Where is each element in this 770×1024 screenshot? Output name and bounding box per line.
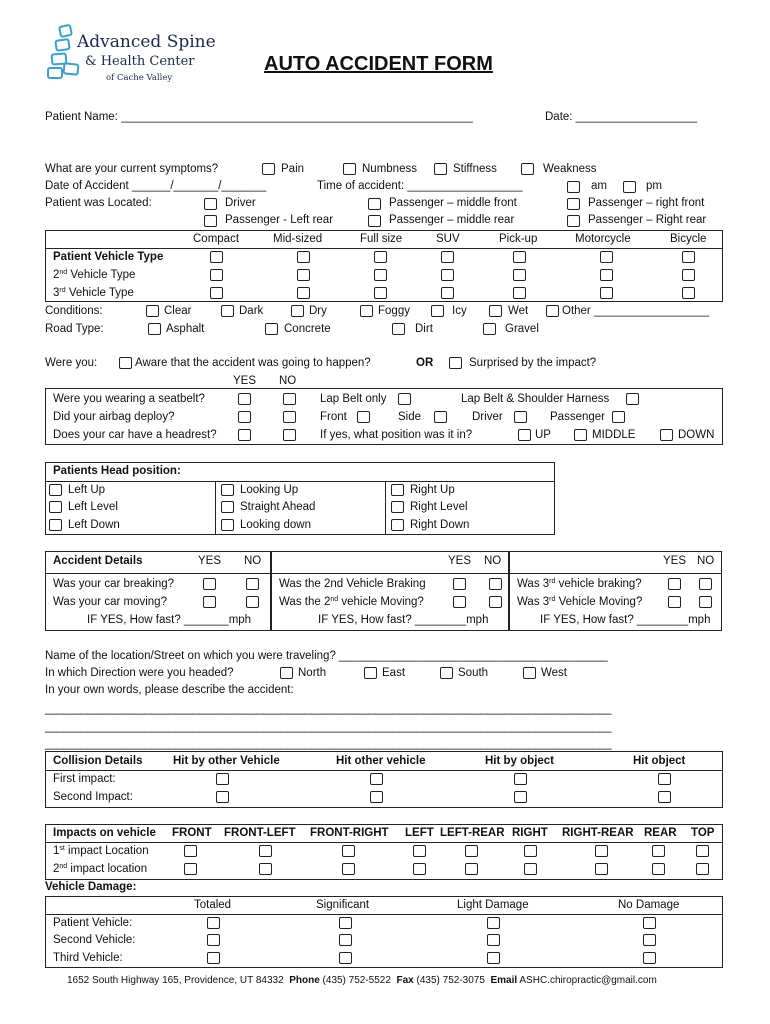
third-speed-field[interactable]: IF YES, How fast? ________mph — [540, 614, 711, 626]
third-vehicle-label: Third Vehicle: — [53, 952, 123, 964]
impact-checkbox[interactable] — [259, 863, 272, 875]
pass-mid-front-label: Passenger – middle front — [389, 197, 517, 209]
dark-checkbox[interactable] — [221, 305, 234, 317]
third-moving-no-checkbox[interactable] — [699, 596, 712, 608]
airbag-side-checkbox[interactable] — [434, 411, 447, 423]
left-level-checkbox[interactable] — [49, 501, 62, 513]
description-line-3[interactable]: ________________________________________________________________________________________________ — [45, 738, 611, 750]
asphalt-checkbox[interactable] — [148, 323, 161, 335]
seatbelt-yes-header: YES — [233, 375, 257, 387]
east-label: East — [382, 667, 406, 679]
footer-fax: (435) 752-3075 — [416, 975, 485, 986]
pass-right-front-label: Passenger – right front — [588, 197, 705, 209]
damage-checkbox[interactable] — [339, 917, 352, 929]
logo-line3: of Cache Valley — [106, 73, 173, 83]
impact-checkbox[interactable] — [184, 845, 197, 857]
pass-left-rear-label: Passenger - Left rear — [225, 214, 334, 226]
col-compact: Compact — [193, 233, 240, 245]
left-up-checkbox[interactable] — [49, 484, 62, 496]
clear-label: Clear — [164, 305, 192, 317]
damage-checkbox[interactable] — [487, 917, 500, 929]
west-checkbox[interactable] — [523, 667, 536, 679]
asphalt-label: Asphalt — [166, 323, 205, 335]
straight-ahead-label: Straight Ahead — [240, 501, 316, 513]
footer-email-label: Email — [490, 975, 518, 986]
vehicle-checkbox[interactable] — [441, 287, 454, 299]
headrest-question: Does your car have a headrest? — [53, 429, 217, 441]
driver-label: Driver — [225, 197, 256, 209]
collision-checkbox[interactable] — [658, 773, 671, 785]
pass-right-front-checkbox[interactable] — [567, 198, 580, 210]
footer-fax-label: Fax — [396, 975, 414, 986]
footer — [67, 975, 657, 986]
left-up-label: Left Up — [68, 484, 106, 496]
south-checkbox[interactable] — [440, 667, 453, 679]
second-braking-no-checkbox[interactable] — [489, 578, 502, 590]
vehicle-checkbox[interactable] — [297, 251, 310, 263]
damage-checkbox[interactable] — [487, 934, 500, 946]
patient-name-field[interactable]: Patient Name: _______________________________________________________ — [45, 111, 473, 123]
aware-label: Aware that the accident was going to happen? — [135, 357, 371, 369]
aware-checkbox[interactable] — [119, 357, 132, 369]
car-braking-question: Was your car breaking? — [53, 578, 175, 590]
headrest-down-label: DOWN — [678, 429, 715, 441]
pass-mid-rear-checkbox[interactable] — [368, 215, 381, 227]
impact-checkbox[interactable] — [696, 845, 709, 857]
details-yes-header-3: YES — [663, 555, 687, 567]
third-moving-question: Was 3rd Vehicle Moving? — [517, 596, 643, 608]
third-vehicle-type-label: 3rd Vehicle Type — [53, 287, 134, 299]
collision-checkbox[interactable] — [370, 773, 383, 785]
headrest-yes-checkbox[interactable] — [238, 429, 251, 441]
vehicle-checkbox[interactable] — [374, 251, 387, 263]
col-rear: REAR — [644, 827, 677, 839]
footer-phone-label: Phone — [289, 975, 320, 986]
first-impact-label: First impact: — [53, 773, 116, 785]
headrest-middle-checkbox[interactable] — [574, 429, 587, 441]
stiffness-label: Stiffness — [453, 163, 497, 175]
gravel-checkbox[interactable] — [483, 323, 496, 335]
vehicle-checkbox[interactable] — [513, 269, 526, 281]
dirt-label: Dirt — [415, 323, 433, 335]
accident-details-title: Accident Details — [53, 555, 143, 567]
vehicle-damage-title: Vehicle Damage: — [45, 881, 137, 893]
third-moving-yes-checkbox[interactable] — [668, 596, 681, 608]
footer-phone: (435) 752-5522 — [322, 975, 391, 986]
col-totaled: Totaled — [194, 899, 232, 911]
col-hit-by-other-vehicle: Hit by other Vehicle — [173, 755, 280, 767]
logo-line1: Advanced Spine — [77, 32, 216, 52]
describe-label: In your own words, please describe the accident: — [45, 684, 294, 696]
headrest-up-checkbox[interactable] — [518, 429, 531, 441]
street-field[interactable]: Name of the location/Street on which you were traveling? __________________________________________ — [45, 650, 608, 662]
other-field[interactable]: Other __________________ — [562, 305, 710, 317]
left-level-label: Left Level — [68, 501, 118, 513]
second-impact-label: Second Impact: — [53, 791, 133, 803]
second-speed-field[interactable]: IF YES, How fast? ________mph — [318, 614, 489, 626]
road-type-label: Road Type: — [45, 323, 104, 335]
pass-right-rear-label: Passenger – Right rear — [588, 214, 707, 226]
straight-ahead-checkbox[interactable] — [221, 501, 234, 513]
surprised-label: Surprised by the impact? — [469, 357, 597, 369]
second-vehicle-type-label: 2nd Vehicle Type — [53, 269, 136, 281]
impact-checkbox[interactable] — [465, 845, 478, 857]
seatbelt-question: Were you wearing a seatbelt? — [53, 393, 205, 405]
looking-down-checkbox[interactable] — [221, 519, 234, 531]
vehicle-checkbox[interactable] — [297, 269, 310, 281]
logo-line2: & Health Center — [85, 54, 195, 69]
dry-label: Dry — [309, 305, 327, 317]
looking-up-checkbox[interactable] — [221, 484, 234, 496]
details-yes-header-2: YES — [448, 555, 472, 567]
vehicle-checkbox[interactable] — [600, 251, 613, 263]
details-no-header: NO — [244, 555, 262, 567]
col-hit-object: Hit object — [633, 755, 686, 767]
vehicle-checkbox[interactable] — [600, 287, 613, 299]
impact-checkbox[interactable] — [652, 863, 665, 875]
icy-label: Icy — [452, 305, 467, 317]
concrete-checkbox[interactable] — [265, 323, 278, 335]
form-title: AUTO ACCIDENT FORM — [264, 53, 493, 75]
vehicle-checkbox[interactable] — [441, 269, 454, 281]
gravel-label: Gravel — [505, 323, 539, 335]
impact-checkbox[interactable] — [465, 863, 478, 875]
north-label: North — [298, 667, 327, 679]
vehicle-checkbox[interactable] — [297, 287, 310, 299]
details-yes-header: YES — [198, 555, 222, 567]
collision-checkbox[interactable] — [216, 791, 229, 803]
foggy-checkbox[interactable] — [360, 305, 373, 317]
collision-checkbox[interactable] — [370, 791, 383, 803]
impact-checkbox[interactable] — [696, 863, 709, 875]
patient-vehicle-type-label: Patient Vehicle Type — [53, 251, 164, 263]
patient-vehicle-label: Patient Vehicle: — [53, 917, 133, 929]
second-moving-no-checkbox[interactable] — [489, 596, 502, 608]
col-suv: SUV — [436, 233, 460, 245]
car-moving-no-checkbox[interactable] — [246, 596, 259, 608]
collision-checkbox[interactable] — [514, 791, 527, 803]
col-left-rear: LEFT-REAR — [440, 827, 505, 839]
numbness-label: Numbness — [362, 163, 417, 175]
airbag-question: Did your airbag deploy? — [53, 411, 175, 423]
wet-checkbox[interactable] — [489, 305, 502, 317]
north-checkbox[interactable] — [280, 667, 293, 679]
located-label: Patient was Located: — [45, 197, 152, 209]
airbag-front-label: Front — [320, 411, 347, 423]
right-up-label: Right Up — [410, 484, 455, 496]
seatbelt-no-header: NO — [279, 375, 297, 387]
vehicle-checkbox[interactable] — [210, 269, 223, 281]
vehicle-checkbox[interactable] — [374, 287, 387, 299]
vehicle-checkbox[interactable] — [210, 287, 223, 299]
headrest-up-label: UP — [535, 429, 551, 441]
headrest-no-checkbox[interactable] — [283, 429, 296, 441]
dark-label: Dark — [239, 305, 264, 317]
am-checkbox[interactable] — [567, 181, 580, 193]
impact-checkbox[interactable] — [524, 863, 537, 875]
footer-address: 1652 South Highway 165, Providence, UT 84332 — [67, 975, 284, 986]
col-front: FRONT — [172, 827, 212, 839]
east-checkbox[interactable] — [364, 667, 377, 679]
impact-checkbox[interactable] — [342, 863, 355, 875]
impact-checkbox[interactable] — [595, 863, 608, 875]
vehicle-checkbox[interactable] — [513, 287, 526, 299]
clear-checkbox[interactable] — [146, 305, 159, 317]
pain-checkbox[interactable] — [262, 163, 275, 175]
col-bicycle: Bicycle — [670, 233, 707, 245]
airbag-no-checkbox[interactable] — [283, 411, 296, 423]
right-down-checkbox[interactable] — [391, 519, 404, 531]
col-front-left: FRONT-LEFT — [224, 827, 296, 839]
seatbelt-no-checkbox[interactable] — [283, 393, 296, 405]
impact-checkbox[interactable] — [652, 845, 665, 857]
weakness-checkbox[interactable] — [521, 163, 534, 175]
head-position-title: Patients Head position: — [53, 465, 181, 477]
vehicle-checkbox[interactable] — [682, 287, 695, 299]
third-braking-no-checkbox[interactable] — [699, 578, 712, 590]
col-light-damage: Light Damage — [457, 899, 529, 911]
damage-checkbox[interactable] — [207, 917, 220, 929]
description-line-1[interactable]: ________________________________________________________________________________________________ — [45, 703, 611, 715]
collision-checkbox[interactable] — [514, 773, 527, 785]
pass-right-rear-checkbox[interactable] — [567, 215, 580, 227]
vehicle-checkbox[interactable] — [374, 269, 387, 281]
icy-checkbox[interactable] — [431, 305, 444, 317]
other-checkbox[interactable] — [546, 305, 559, 317]
pain-label: Pain — [281, 163, 305, 175]
impact-checkbox[interactable] — [259, 845, 272, 857]
were-you-label: Were you: — [45, 357, 98, 369]
headrest-down-checkbox[interactable] — [660, 429, 673, 441]
impacts-title: Impacts on vehicle — [53, 827, 156, 839]
col-hit-by-object: Hit by object — [485, 755, 555, 767]
vehicle-checkbox[interactable] — [441, 251, 454, 263]
stiffness-checkbox[interactable] — [434, 163, 447, 175]
lap-harness-label: Lap Belt & Shoulder Harness — [461, 393, 610, 405]
impact-checkbox[interactable] — [524, 845, 537, 857]
left-down-label: Left Down — [68, 519, 120, 531]
description-line-2[interactable]: ________________________________________________________________________________________________ — [45, 721, 611, 733]
south-label: South — [458, 667, 489, 679]
car-braking-no-checkbox[interactable] — [246, 578, 259, 590]
date-field[interactable]: Date: ___________________ — [545, 111, 698, 123]
col-significant: Significant — [316, 899, 370, 911]
damage-checkbox[interactable] — [339, 952, 352, 964]
damage-checkbox[interactable] — [643, 952, 656, 964]
impact-checkbox[interactable] — [413, 845, 426, 857]
details-no-header-3: NO — [697, 555, 715, 567]
looking-up-label: Looking Up — [240, 484, 299, 496]
col-left: LEFT — [405, 827, 434, 839]
airbag-passenger-checkbox[interactable] — [612, 411, 625, 423]
left-down-checkbox[interactable] — [49, 519, 62, 531]
date-of-accident-field[interactable]: Date of Accident ______/_______/_______ — [45, 180, 267, 192]
first-impact-location-label: 1st impact Location — [53, 845, 149, 857]
time-of-accident-field[interactable]: Time of accident: __________________ — [317, 180, 523, 192]
car-speed-field[interactable]: IF YES, How fast? _______mph — [87, 614, 252, 626]
damage-checkbox[interactable] — [643, 934, 656, 946]
col-right: RIGHT — [512, 827, 548, 839]
collision-checkbox[interactable] — [216, 773, 229, 785]
concrete-label: Concrete — [284, 323, 331, 335]
col-motorcycle: Motorcycle — [575, 233, 631, 245]
second-moving-question: Was the 2nd vehicle Moving? — [279, 596, 424, 608]
am-label: am — [591, 180, 607, 192]
lap-harness-checkbox[interactable] — [626, 393, 639, 405]
col-mid-sized: Mid-sized — [273, 233, 323, 245]
lap-belt-label: Lap Belt only — [320, 393, 387, 405]
impact-checkbox[interactable] — [342, 845, 355, 857]
footer-email: ASHC.chiropractic@gmail.com — [519, 975, 657, 986]
airbag-side-label: Side — [398, 411, 422, 423]
third-braking-yes-checkbox[interactable] — [668, 578, 681, 590]
direction-label: In which Direction were you headed? — [45, 667, 234, 679]
vehicle-checkbox[interactable] — [210, 251, 223, 263]
pass-mid-front-checkbox[interactable] — [368, 198, 381, 210]
pm-label: pm — [646, 180, 662, 192]
airbag-passenger-label: Passenger — [550, 411, 605, 423]
foggy-label: Foggy — [378, 305, 410, 317]
collision-checkbox[interactable] — [658, 791, 671, 803]
third-braking-question: Was 3rd vehicle braking? — [517, 578, 642, 590]
second-braking-question: Was the 2nd Vehicle Braking — [279, 578, 426, 590]
second-braking-yes-checkbox[interactable] — [453, 578, 466, 590]
vehicle-checkbox[interactable] — [682, 269, 695, 281]
right-level-label: Right Level — [410, 501, 468, 513]
driver-checkbox[interactable] — [204, 198, 217, 210]
pass-left-rear-checkbox[interactable] — [204, 215, 217, 227]
impact-checkbox[interactable] — [184, 863, 197, 875]
symptoms-label: What are your current symptoms? — [45, 163, 219, 175]
second-impact-location-label: 2nd impact location — [53, 863, 148, 875]
pm-checkbox[interactable] — [623, 181, 636, 193]
damage-checkbox[interactable] — [207, 934, 220, 946]
col-no-damage: No Damage — [618, 899, 680, 911]
second-vehicle-label: Second Vehicle: — [53, 934, 136, 946]
vehicle-checkbox[interactable] — [682, 251, 695, 263]
seatbelt-yes-checkbox[interactable] — [238, 393, 251, 405]
car-moving-question: Was your car moving? — [53, 596, 167, 608]
dry-checkbox[interactable] — [291, 305, 304, 317]
surprised-checkbox[interactable] — [449, 357, 462, 369]
details-no-header-2: NO — [484, 555, 502, 567]
vehicle-checkbox[interactable] — [600, 269, 613, 281]
pass-mid-rear-label: Passenger – middle rear — [389, 214, 515, 226]
damage-checkbox[interactable] — [207, 952, 220, 964]
right-down-label: Right Down — [410, 519, 470, 531]
west-label: West — [541, 667, 567, 679]
numbness-checkbox[interactable] — [343, 163, 356, 175]
col-top: TOP — [691, 827, 715, 839]
col-front-right: FRONT-RIGHT — [310, 827, 389, 839]
dirt-checkbox[interactable] — [392, 323, 405, 335]
looking-down-label: Looking down — [240, 519, 311, 531]
airbag-front-checkbox[interactable] — [357, 411, 370, 423]
col-right-rear: RIGHT-REAR — [562, 827, 634, 839]
wet-label: Wet — [508, 305, 529, 317]
vehicle-checkbox[interactable] — [513, 251, 526, 263]
impact-checkbox[interactable] — [595, 845, 608, 857]
conditions-label: Conditions: — [45, 305, 103, 317]
col-pick-up: Pick-up — [499, 233, 538, 245]
headrest-middle-label: MIDDLE — [592, 429, 636, 441]
damage-checkbox[interactable] — [487, 952, 500, 964]
airbag-driver-label: Driver — [472, 411, 503, 423]
second-moving-yes-checkbox[interactable] — [453, 596, 466, 608]
collision-title: Collision Details — [53, 755, 143, 767]
col-hit-other-vehicle: Hit other vehicle — [336, 755, 426, 767]
impact-checkbox[interactable] — [413, 863, 426, 875]
car-moving-yes-checkbox[interactable] — [203, 596, 216, 608]
car-braking-yes-checkbox[interactable] — [203, 578, 216, 590]
col-full-size: Full size — [360, 233, 403, 245]
or-label: OR — [416, 357, 434, 369]
damage-checkbox[interactable] — [339, 934, 352, 946]
headrest-position-label: If yes, what position was it in? — [320, 429, 473, 441]
airbag-yes-checkbox[interactable] — [238, 411, 251, 423]
weakness-label: Weakness — [543, 163, 597, 175]
damage-checkbox[interactable] — [643, 917, 656, 929]
right-up-checkbox[interactable] — [391, 484, 404, 496]
lap-belt-checkbox[interactable] — [398, 393, 411, 405]
airbag-driver-checkbox[interactable] — [514, 411, 527, 423]
right-level-checkbox[interactable] — [391, 501, 404, 513]
